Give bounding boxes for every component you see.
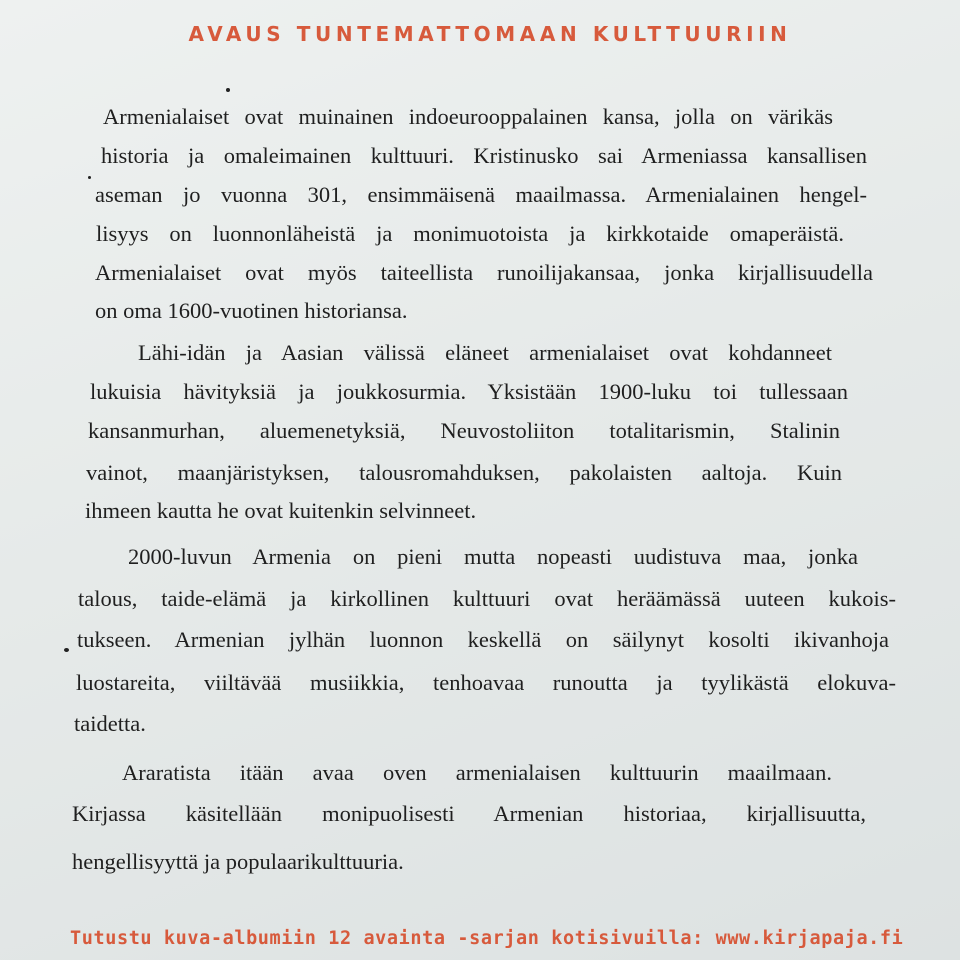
paragraph-3-line-1: 2000-luvun Armenia on pieni mutta nopeasti uudistuva maa, jonka — [128, 544, 858, 569]
paper-speck — [88, 176, 91, 179]
paragraph-2-line-4: vainot, maanjäristyksen, talousromahduksen, pakolaisten aaltoja. Kuin — [86, 460, 842, 485]
paragraph-1-line-5: Armenialaiset ovat myös taiteellista runoilijakansaa, jonka kirjallisuudella — [95, 260, 873, 285]
paragraph-3-line-4: luostareita, viiltävää musiikkia, tenhoavaa runoutta ja tyylikästä elokuva- — [76, 670, 896, 695]
paragraph-2-line-5: ihmeen kautta he ovat kuitenkin selvinneet. — [85, 498, 477, 523]
paragraph-2-line-3: kansanmurhan, aluemenetyksiä, Neuvostoliiton totalitarismin, Stalinin — [88, 418, 840, 443]
paragraph-3-line-3: tukseen. Armenian jylhän luonnon keskellä on säilynyt kosolti ikivanhoja — [77, 627, 889, 652]
cover-heading: AVAUS TUNTEMATTOMAAN KULTTUURIIN — [188, 22, 792, 46]
paragraph-4-line-1: Araratista itään avaa oven armenialaisen kulttuurin maailmaan. — [122, 760, 832, 785]
website-footer: Tutustu kuva-albumiin 12 avainta -sarjan kotisivuilla: www.kirjapaja.fi — [70, 928, 904, 949]
paper-speck — [226, 88, 230, 92]
paragraph-1-line-4: lisyys on luonnonläheistä ja monimuotoista ja kirkkotaide omaperäistä. — [96, 221, 844, 246]
paragraph-1-line-1: Armenialaiset ovat muinainen indoeurooppalainen kansa, jolla on värikäs — [103, 104, 833, 129]
paragraph-1-line-2: historia ja omaleimainen kulttuuri. Kristinusko sai Armeniassa kansallisen — [101, 143, 867, 168]
paper-speck — [64, 648, 69, 652]
paragraph-3-line-5: taidetta. — [74, 711, 146, 736]
paragraph-2-line-1: Lähi-idän ja Aasian välissä eläneet armenialaiset ovat kohdanneet — [138, 340, 832, 365]
paragraph-4-line-3: hengellisyyttä ja populaarikulttuuria. — [72, 849, 404, 874]
paragraph-3-line-2: talous, taide-elämä ja kirkollinen kulttuuri ovat heräämässä uuteen kukois- — [78, 586, 896, 611]
paragraph-4-line-2: Kirjassa käsitellään monipuolisesti Armenian historiaa, kirjallisuutta, — [72, 801, 866, 826]
paragraph-1-line-3: aseman jo vuonna 301, ensimmäisenä maailmassa. Armenialainen hengel- — [95, 182, 867, 207]
paragraph-2-line-2: lukuisia hävityksiä ja joukkosurmia. Yksistään 1900-luku toi tullessaan — [90, 379, 848, 404]
paragraph-1-line-6: on oma 1600-vuotinen historiansa. — [95, 298, 408, 323]
